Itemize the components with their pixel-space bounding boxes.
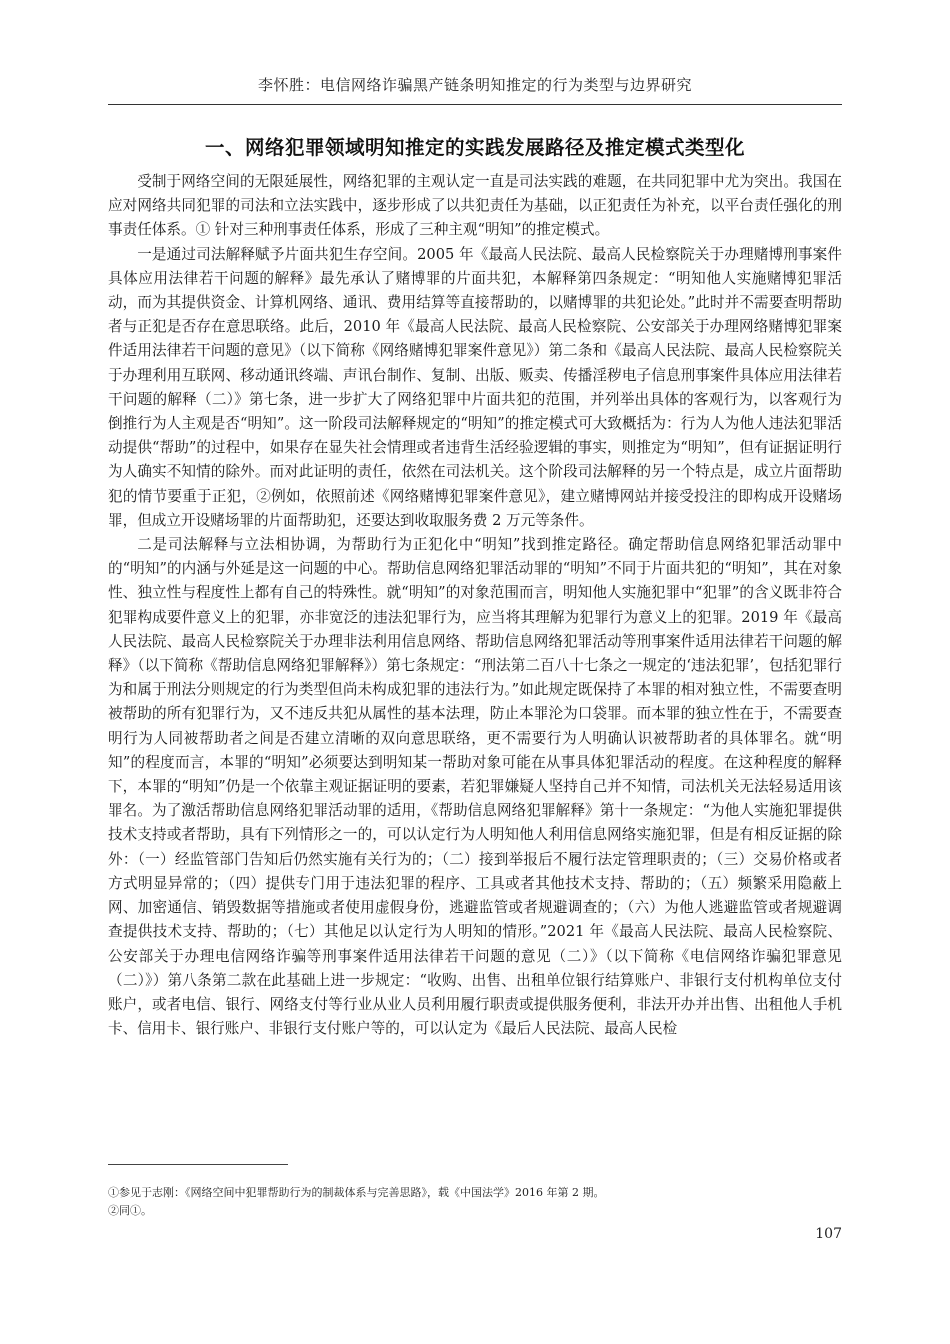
- footnote-1: ①参见于志刚：《网络空间中犯罪帮助行为的制裁体系与完善思路》，载《中国法学》2016 年第 2 期。: [108, 1186, 605, 1199]
- header-rule: [108, 104, 842, 105]
- footnote-2: ②同①。: [108, 1204, 152, 1217]
- paragraph-2: 一是通过司法解释赋予片面共犯生存空间。2005 年《最高人民法院、最高人民检察院关于办理赌博刑事案件具体应用法律若干问题的解释》最先承认了赌博罪的片面共犯，本解释第四条规定：“明知他人实施赌博犯罪活动，而为其提供资金、计算机网络、通讯、费用结算等直接帮助的，以赌博罪的共犯论处。”此时并不需要查明帮助者与正犯是否存在意思联络。此后，2010 年《最高人民法院、最高人民检察院、公安部关于办理网络赌博犯罪案件适用法律若干问题的意见》（以下简称《网络赌博犯罪案件意见》）第二条和《最高人民法院、最高人民检察院关于办理利用互联网、移动通讯终端、声讯台制作、复制、出版、贩卖、传播淫秽电子信息刑事案件具体应用法律若干问题的解释（二）》第七条，进一步扩大了网络犯罪中片面共犯的范围，并列举出具体的客观行为，以客观行为倒推行为人主观是否“明知”。这一阶段司法解释规定的“明知”的推定模式可大致概括为：行为人为他人违法犯罪活动提供“帮助”的过程中，如果存在显失社会情理或者违背生活经验逻辑的事实，则推定为“明知”，但有证据证明行为人确实不知情的除外。而对此证明的责任，依然在司法机关。这个阶段司法解释的另一个特点是，成立片面帮助犯的情节要重于正犯，②例如，依照前述《网络赌博犯罪案件意见》，建立赌博网站并接受投注的即构成开设赌场罪，但成立开设赌场罪的片面帮助犯，还要达到收取服务费 2 万元等条件。: [108, 245, 842, 529]
- section-title: 一、网络犯罪领域明知推定的实践发展路径及推定模式类型化: [204, 136, 745, 159]
- footnotes: [108, 1184, 842, 1220]
- paragraph-1: 受制于网络空间的无限延展性，网络犯罪的主观认定一直是司法实践的难题，在共同犯罪中尤为突出。我国在应对网络共同犯罪的司法和立法实践中，逐步形成了以共犯责任为基础，以正犯责任为补充，以平台责任强化的刑事责任体系。① 针对三种刑事责任体系，形成了三种主观“明知”的推定模式。: [108, 173, 842, 239]
- page-number: 107: [815, 1226, 842, 1242]
- footnote-rule: [108, 1164, 288, 1165]
- running-header: 李怀胜：电信网络诈骗黑产链条明知推定的行为类型与边界研究: [257, 76, 692, 94]
- paragraph-3: 二是司法解释与立法相协调，为帮助行为正犯化中“明知”找到推定路径。确定帮助信息网络犯罪活动罪中的“明知”的内涵与外延是这一问题的中心。帮助信息网络犯罪活动罪的“明知”不同于片面共犯的“明知”，其在对象性、独立性与程度性上都有自己的特殊性。就“明知”的对象范围而言，明知他人实施犯罪中“犯罪”的含义既非符合犯罪构成要件意义上的犯罪，亦非宽泛的违法犯罪行为，应当将其理解为犯罪行为意义上的犯罪。2019 年《最高人民法院、最高人民检察院关于办理非法利用信息网络、帮助信息网络犯罪活动等刑事案件适用法律若干问题的解释》（以下简称《帮助信息网络犯罪解释》）第七条规定：“刑法第二百八十七条之一规定的‘违法犯罪’，包括犯罪行为和属于刑法分则规定的行为类型但尚未构成犯罪的违法行为。”如此规定既保持了本罪的相对独立性，不需要查明被帮助的所有犯罪行为，又不违反共犯从属性的基本法理，防止本罪沦为口袋罪。而本罪的独立性在于，不需要查明行为人同被帮助者之间是否建立清晰的双向意思联络，更不需要行为人明确认识被帮助者的具体罪名。就“明知”的程度而言，本罪的“明知”必须要达到明知某一帮助对象可能在从事具体犯罪活动的程度。在这种程度的解释下，本罪的“明知”仍是一个依靠主观证据证明的要素，若犯罪嫌疑人坚持自己并不知情，司法机关无法轻易适用该罪名。为了激活帮助信息网络犯罪活动罪的适用，《帮助信息网络犯罪解释》第十一条规定：“为他人实施犯罪提供技术支持或者帮助，具有下列情形之一的，可以认定行为人明知他人利用信息网络实施犯罪，但是有相反证据的除外：（一）经监管部门告知后仍然实施有关行为的；（二）接到举报后不履行法定管理职责的；（三）交易价格或者方式明显异常的；（四）提供专门用于违法犯罪的程序、工具或者其他技术支持、帮助的；（五）频繁采用隐蔽上网、加密通信、销毁数据等措施或者使用虚假身份，逃避监管或者规避调查的；（六）为他人逃避监管或者规避调查提供技术支持、帮助的；（七）其他足以认定行为人明知的情形。”2021 年《最高人民法院、最高人民检察院、公安部关于办理电信网络诈骗等刑事案件适用法律若干问题的意见（二）》（以下简称《电信网络诈骗犯罪意见（二）》）第八条第二款在此基础上进一步规定：“收购、出售、出租单位银行结算账户、非银行支付机构单位支付账户，或者电信、银行、网络支付等行业从业人员利用履行职责或提供服务便利，非法开办并出售、出租他人手机卡、信用卡、银行账户、非银行支付账户等的，可以认定为《最后人民法院、最高人民检: [108, 536, 842, 1038]
- body-text: [108, 170, 842, 1041]
